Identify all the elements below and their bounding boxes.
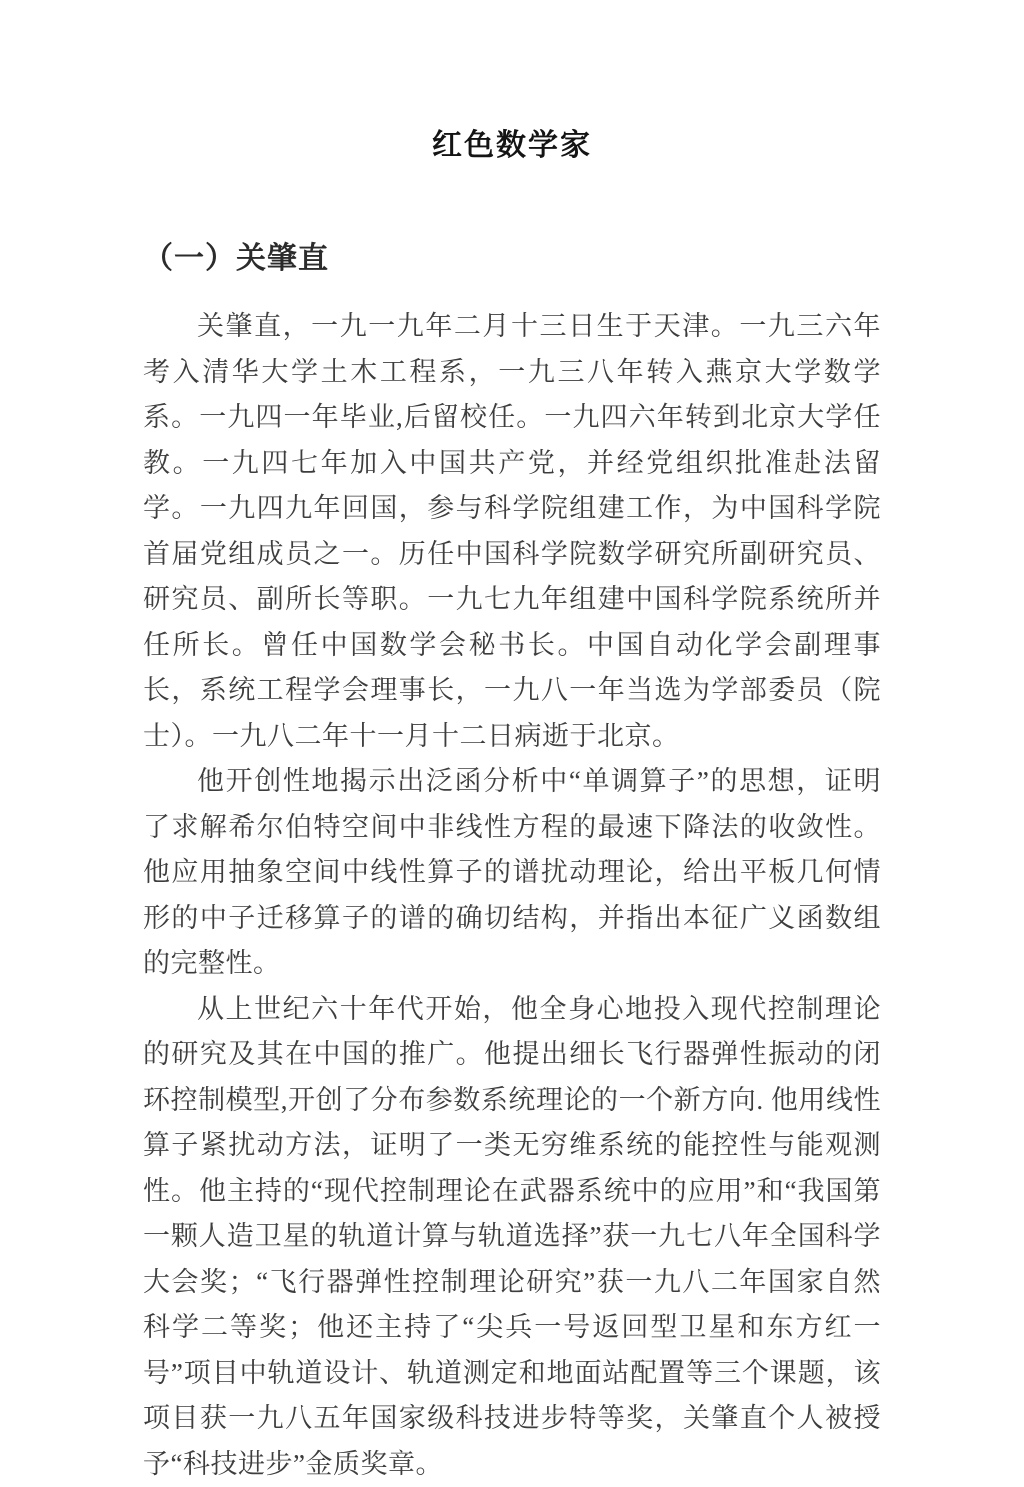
paragraph: 他开创性地揭示出泛函分析中“单调算子”的思想，证明了求解希尔伯特空间中非线性方程的最速下降法的收敛性。他应用抽象空间中线性算子的谱扰动理论，给出平板几何情形的中子迁移算子的谱的确切结构，并指出本征广义函数组的完整性。 xyxy=(143,759,881,987)
paragraph: 关肇直，一九一九年二月十三日生于天津。一九三六年考入清华大学土木工程系，一九三八年转入燕京大学数学系。一九四一年毕业,后留校任。一九四六年转到北京大学任教。一九四七年加入中国共产党，并经党组织批准赴法留学。一九四九年回国，参与科学院组建工作，为中国科学院首届党组成员之一。历任中国科学院数学研究所副研究员、研究员、副所长等职。一九七九年组建中国科学院系统所并任所长。曾任中国数学会秘书长。中国自动化学会副理事长，系统工程学会理事长，一九八一年当选为学部委员（院士）。一九八二年十一月十二日病逝于北京。 xyxy=(143,304,881,759)
section-body xyxy=(143,304,881,1487)
paragraph: 从上世纪六十年代开始，他全身心地投入现代控制理论的研究及其在中国的推广。他提出细长飞行器弹性振动的闭环控制模型,开创了分布参数系统理论的一个新方向. 他用线性算子紧扰动方法，证明了一类无穷维系统的能控性与能观测性。他主持的“现代控制理论在武器系统中的应用”和“我国第一颗人造卫星的轨道计算与轨道选择”获一九七八年全国科学大会奖；“飞行器弹性控制理论研究”获一九八二年国家自然科学二等奖；他还主持了“尖兵一号返回型卫星和东方红一号”项目中轨道设计、轨道测定和地面站配置等三个课题，该项目获一九八五年国家级科技进步特等奖，关肇直个人被授予“科技进步”金质奖章。 xyxy=(143,987,881,1487)
section-heading: （一）关肇直 xyxy=(143,240,881,278)
document-title: 红色数学家 xyxy=(143,128,881,164)
